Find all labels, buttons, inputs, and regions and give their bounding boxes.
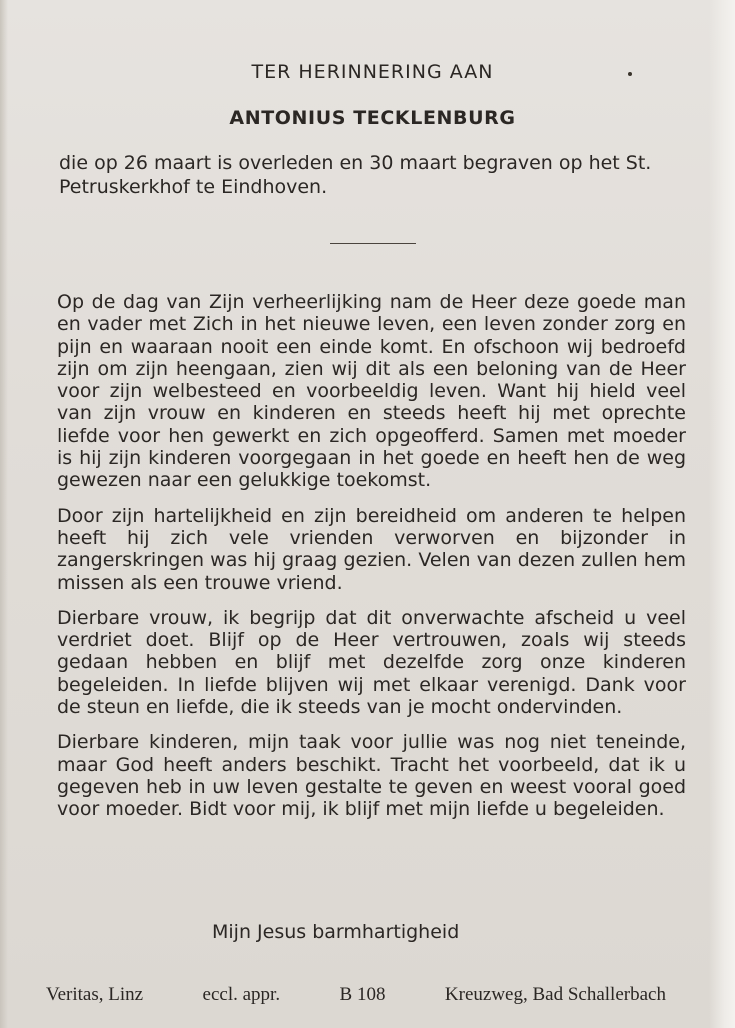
heading-in-memory-of: TER HERINNERING AAN	[251, 61, 494, 83]
memorial-body	[57, 291, 686, 834]
printer-footer	[46, 984, 666, 1006]
burial-details: die op 26 maart is overleden en 30 maart begraven op het St. Petruskerkhof te Eindhoven.	[59, 152, 652, 198]
paragraph-wife: Dierbare vrouw, ik begrijp dat dit onverwachte afscheid u veel verdriet doet. Blijf op de Heer vertrouwen, zoals wij steeds gedaan hebben en blijf met dezelfde zorg onze kinderen begeleiden. In liefde blijven wij met elkaar verenigd. Dank voor de steun en liefde, die ik steeds van je mocht ondervinden.	[57, 606, 686, 719]
card-left-edge-shadow	[0, 0, 8, 1028]
card-right-edge-wear	[709, 0, 735, 1028]
paragraph-friends: Door zijn hartelijkheid en zijn bereidheid om anderen te helpen heeft hij zich vele vrienden verworven en bijzonder in zangerskringen was hij graag gezien. Velen van dezen zullen hem missen als een trouwe vriend.	[57, 504, 686, 594]
paragraph-children: Dierbare kinderen, mijn taak voor jullie was nog niet teneinde, maar God heeft anders beschikt. Tracht het voorbeeld, dat ik u gegeven heb in uw leven gestalte te geven en weest vooral goed voor moeder. Bidt voor mij, ik blijf met mijn liefde u begeleiden.	[57, 731, 686, 821]
footer-publisher: Veritas, Linz	[46, 984, 144, 1005]
paragraph-tribute: Op de dag van Zijn verheerlijking nam de Heer deze goede man en vader met Zich in het nieuwe leven, een leven zonder zorg en pijn en waaraan nooit een einde komt. En ofschoon wij bedroefd zijn om zijn heengaan, zien wij dit als een beloning van de Heer voor zijn welbesteed en voorbeeldig leven. Want hij hield veel van zijn vrouw en kinderen en steeds heeft hij met oprechte liefde voor hen gewerkt en zich opgeofferd. Samen met moeder is hij zijn kinderen voorgegaan in het goede en heeft hen de weg gewezen naar een gelukkige toekomst.	[57, 291, 686, 492]
divider-line	[330, 243, 416, 244]
closing-prayer: Mijn Jesus barmhartigheid	[212, 921, 460, 943]
deceased-name: ANTONIUS TECKLENBURG	[229, 107, 516, 129]
footer-image-title: Kreuzweg, Bad Schallerbach	[444, 984, 666, 1005]
footer-code: B 108	[339, 984, 386, 1005]
footer-approval: eccl. appr.	[202, 984, 281, 1005]
